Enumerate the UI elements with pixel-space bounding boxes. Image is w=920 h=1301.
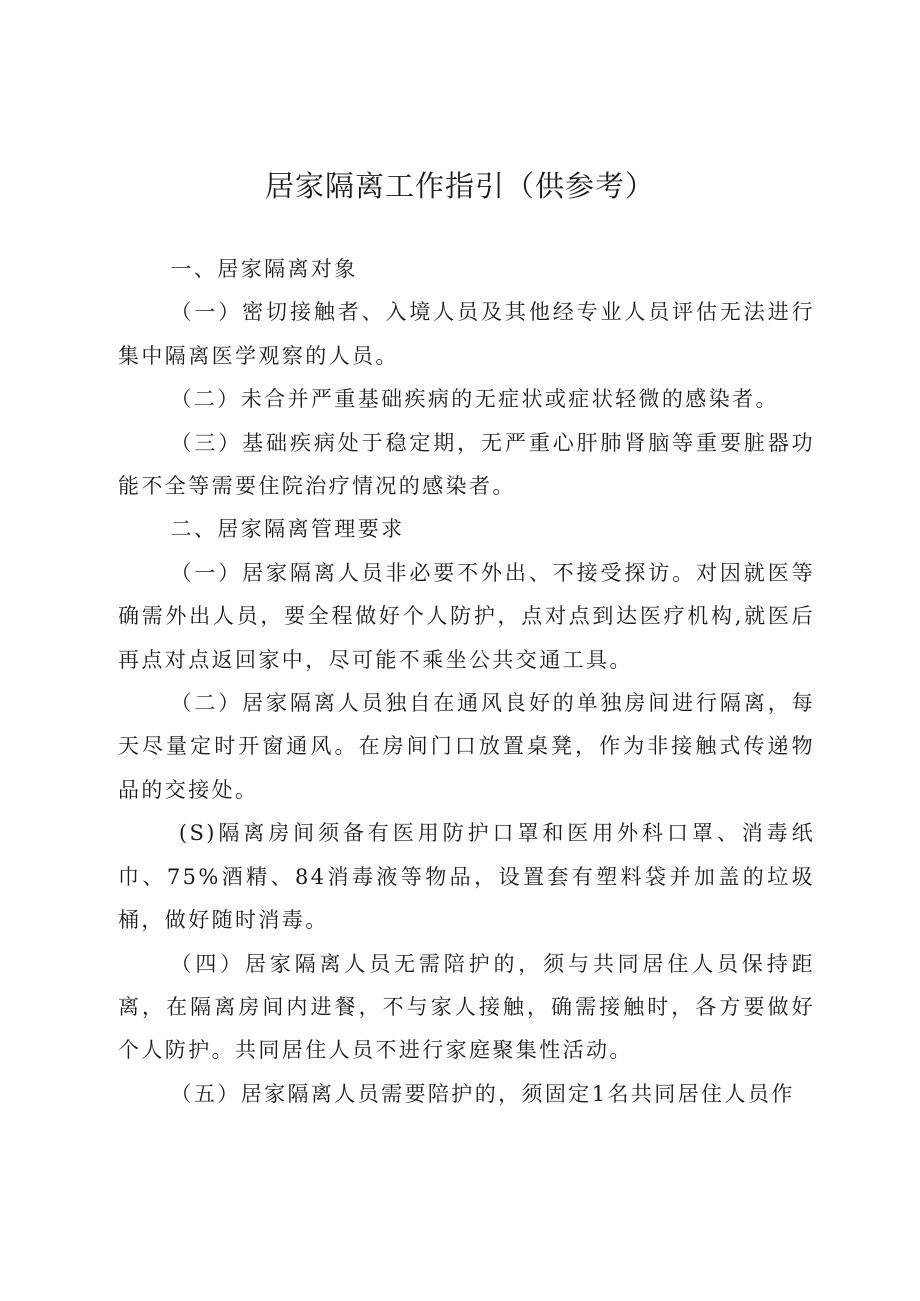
paragraph: （二）未合并严重基础疾病的无症状或症状轻微的感染者。 [170, 387, 779, 412]
paragraph: （五）居家隔离人员需要陪护的，须固定1名共同居住人员作 [170, 1081, 795, 1106]
document-title: 居家隔离工作指引（供参考） [264, 169, 655, 203]
section-heading: 一、居家隔离对象 [170, 257, 358, 281]
paragraph: （一）密切接触者、入境人员及其他经专业人员评估无法进行集中隔离医学观察的人员。 [118, 300, 815, 368]
document-body [118, 248, 815, 1116]
section-heading: 二、居家隔离管理要求 [170, 517, 405, 542]
paragraph: （三）基础疾病处于稳定期，无严重心肝肺肾脑等重要脏器功能不全等需要住院治疗情况的感染者。 [118, 430, 815, 499]
paragraph: （二）居家隔离人员独自在通风良好的单独房间进行隔离，每天尽量定时开窗通风。在房间门口放置桌凳，作为非接触式传递物品的交接处。 [118, 691, 815, 802]
paragraph: （四）居家隔离人员无需陪护的，须与共同居住人员保持距离，在隔离房间内进餐，不与家人接触，确需接触时，各方要做好个人防护。共同居住人员不进行家庭聚集性活动。 [118, 951, 815, 1063]
paragraph: (S)隔离房间须备有医用防护口罩和医用外科口罩、消毒纸巾、75%酒精、84消毒液等物品，设置套有塑料袋并加盖的垃圾桶，做好随时消毒。 [118, 821, 815, 933]
paragraph: （一）居家隔离人员非必要不外出、不接受探访。对因就医等确需外出人员，要全程做好个人防护，点对点到达医疗机构,就医后再点对点返回家中，尽可能不乘坐公共交通工具。 [118, 560, 815, 672]
